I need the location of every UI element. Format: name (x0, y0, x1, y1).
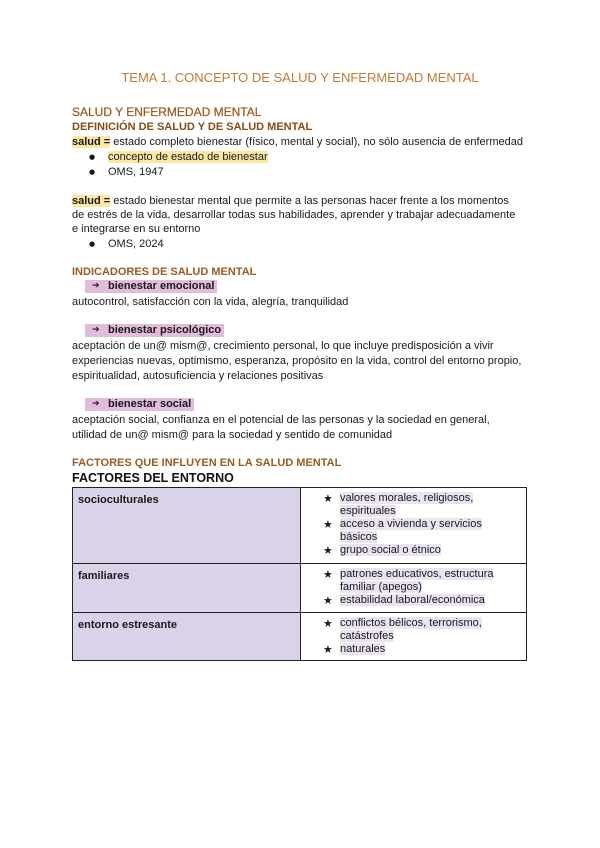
indicator-description-line: autocontrol, satisfacción con la vida, alegría, tranquilidad (72, 296, 349, 308)
indicator-description-line: aceptación social, confianza en el potencial de las personas y la sociedad en general, (72, 414, 490, 426)
list-item-text: grupo social o étnico (340, 544, 441, 556)
list-item (323, 594, 526, 607)
indicator-description-line: espiritualidad, autosuficiencia y relaciones positivas (72, 370, 324, 382)
list-item-text: naturales (340, 643, 386, 655)
bullet-text: concepto de estado de bienestar (108, 151, 268, 163)
factors-table (72, 487, 527, 661)
list-item (323, 544, 526, 557)
definition-2-line: de estrés de la vida, desarrollar todas sus habilidades, aprender y trabajar adecuadamente (72, 209, 516, 221)
indicator-heading-emocional (85, 280, 217, 293)
indicator-label-highlight (85, 398, 194, 411)
indicator-label: bienestar emocional (108, 280, 215, 292)
bullet-text: OMS, 1947 (108, 166, 164, 178)
section-heading-indicadores: INDICADORES DE SALUD MENTAL (72, 266, 257, 278)
bullet-dot-icon (89, 165, 108, 179)
table-row-label: entorno estresante (73, 613, 301, 660)
definition-1-line (72, 135, 523, 149)
definition-term: salud = (72, 136, 111, 148)
list-item-text: patrones educativos, estructura familiar (apegos) (340, 568, 494, 593)
arrow-right-icon (92, 398, 108, 411)
definition-text: estado completo bienestar (físico, mental y social), no sólo ausencia de enfermedad (113, 136, 523, 148)
arrow-right-icon (92, 324, 108, 337)
section-heading-factores: FACTORES QUE INFLUYEN EN LA SALUD MENTAL (72, 457, 342, 469)
arrow-right-icon (92, 280, 108, 293)
bullet-dot-icon (89, 150, 108, 164)
subheading-factores-entorno: FACTORES DEL ENTORNO (72, 471, 234, 485)
table-row-label: socioculturales (73, 488, 301, 564)
bullet-item (89, 237, 164, 251)
list-item-text: conflictos bélicos, terrorismo, catástrofes (340, 617, 482, 642)
section-heading-salud: SALUD Y ENFERMEDAD MENTAL (72, 105, 262, 119)
list-item-text: estabilidad laboral/económica (340, 594, 485, 606)
indicator-label-highlight (85, 280, 217, 293)
indicator-heading-psicologico (85, 324, 224, 337)
table-row-label: familiares (73, 564, 301, 613)
indicator-label: bienestar psicológico (108, 324, 222, 336)
definition-2-line: e integrarse en su entorno (72, 223, 201, 235)
indicator-description-line: utilidad de un@ mism@ para la sociedad y sentido de comunidad (72, 429, 393, 441)
star-icon (323, 594, 340, 607)
bullet-dot-icon (89, 237, 108, 251)
indicator-label: bienestar social (108, 398, 192, 410)
subheading-definicion: DEFINICIÓN DE SALUD Y DE SALUD MENTAL (72, 121, 313, 133)
star-icon (323, 568, 340, 581)
bullet-item (89, 150, 268, 164)
indicator-description-line: experiencias nuevas, optimismo, esperanza, propósito en la vida, control del entorno propio, (72, 355, 522, 367)
list-item (323, 518, 526, 544)
star-icon (323, 617, 340, 630)
table-row-items (301, 564, 526, 613)
indicator-description-line: aceptación de un@ mism@, crecimiento personal, lo que incluye predisposición a vivir (72, 340, 494, 352)
list-item (323, 643, 526, 656)
indicator-label-highlight (85, 324, 224, 337)
bullet-item (89, 165, 164, 179)
definition-2-line (72, 194, 509, 208)
table-row-items (301, 613, 526, 660)
list-item-text: valores morales, religiosos, espirituales (340, 492, 474, 517)
list-item (323, 568, 526, 594)
star-icon (323, 492, 340, 505)
definition-term: salud = (72, 195, 111, 207)
document-title: TEMA 1. CONCEPTO DE SALUD Y ENFERMEDAD MENTAL (121, 70, 479, 85)
list-item (323, 492, 526, 518)
table-row-items (301, 488, 526, 564)
list-item-text: acceso a vivienda y servicios básicos (340, 518, 482, 543)
definition-text: estado bienestar mental que permite a las personas hacer frente a los momentos (113, 195, 509, 207)
star-icon (323, 544, 340, 557)
star-icon (323, 518, 340, 531)
star-icon (323, 643, 340, 656)
bullet-text: OMS, 2024 (108, 238, 164, 250)
indicator-heading-social (85, 398, 194, 411)
list-item (323, 617, 526, 643)
